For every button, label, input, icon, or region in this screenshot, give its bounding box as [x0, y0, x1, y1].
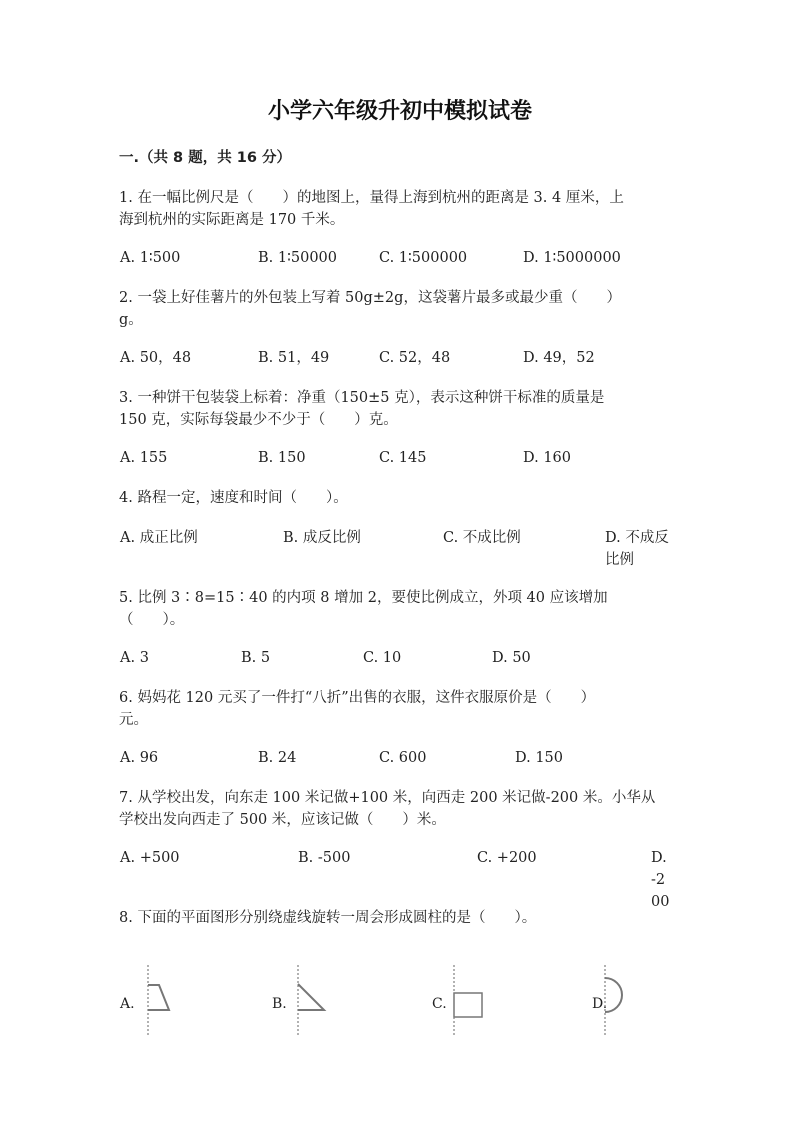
question-7-text: 学校出发向西走了 500 米，应该记做（ ）米。 — [119, 812, 446, 828]
question-2-option-b[interactable]: B. 51，49 — [258, 350, 330, 366]
question-3-option-d[interactable]: D. 160 — [523, 450, 572, 466]
section-heading: 一.（共 8 题，共 16 分） — [119, 150, 291, 166]
question-5-text: （ ）。 — [119, 612, 185, 628]
question-8-text: 8. 下面的平面图形分别绕虚线旋转一周会形成圆柱的是（ ）。 — [119, 910, 537, 926]
question-5-text: 5. 比例 3∶8=15∶40 的内项 8 增加 2，要使比例成立，外项 40 应该增加 — [119, 590, 608, 606]
figure-semicircle — [590, 965, 640, 1035]
page-title: 小学六年级升初中模拟试卷 — [267, 98, 532, 124]
question-2-option-a[interactable]: A. 50，48 — [120, 350, 192, 366]
question-6-option-d[interactable]: D. 150 — [515, 750, 564, 766]
question-4-option-c[interactable]: C. 不成比例 — [443, 530, 521, 546]
question-6-text: 6. 妈妈花 120 元买了一件打“八折”出售的衣服，这件衣服原价是（ ） — [119, 690, 596, 706]
figure-trapezoid — [140, 965, 180, 1035]
question-6-option-b[interactable]: B. 24 — [258, 750, 297, 766]
question-7-option-c[interactable]: C. +200 — [477, 850, 537, 866]
question-2-text: 2. 一袋上好佳薯片的外包装上写着 50g±2g，这袋薯片最多或最少重（ ） — [119, 290, 621, 306]
question-1-option-a[interactable]: A. 1∶500 — [120, 250, 181, 266]
question-6-option-a[interactable]: A. 96 — [120, 750, 159, 766]
question-5-option-b[interactable]: B. 5 — [241, 650, 271, 666]
figure-rectangle — [445, 965, 495, 1035]
question-2-option-c[interactable]: C. 52，48 — [379, 350, 451, 366]
question-3-text: 150 克，实际每袋最少不少于（ ）克。 — [119, 412, 398, 428]
question-7-option-b[interactable]: B. -500 — [298, 850, 351, 866]
question-7-option-a[interactable]: A. +500 — [120, 850, 180, 866]
question-6-option-c[interactable]: C. 600 — [379, 750, 427, 766]
question-8-option-b[interactable]: B. — [272, 996, 287, 1012]
question-3-text: 3. 一种饼干包装袋上标着：净重（150±5 克），表示这种饼干标准的质量是 — [119, 390, 605, 406]
question-8-option-a[interactable]: A. — [120, 996, 135, 1012]
question-7-text: 7. 从学校出发，向东走 100 米记做+100 米，向西走 200 米记做-200 米。小华从 — [119, 790, 656, 806]
question-6-text: 元。 — [119, 712, 148, 728]
question-7-option-d[interactable]: D. -200 — [651, 850, 670, 910]
question-4-option-d[interactable]: D. 不成反比例 — [605, 530, 669, 568]
question-1-option-d[interactable]: D. 1∶5000000 — [523, 250, 621, 266]
question-1-text: 1. 在一幅比例尺是（ ）的地图上，量得上海到杭州的距离是 3. 4 厘米，上 — [119, 190, 624, 206]
question-1-option-c[interactable]: C. 1∶500000 — [379, 250, 468, 266]
question-8-option-c[interactable]: C. — [432, 996, 447, 1012]
question-3-option-b[interactable]: B. 150 — [258, 450, 306, 466]
question-8-option-d[interactable]: D. — [592, 996, 608, 1012]
question-5-option-c[interactable]: C. 10 — [363, 650, 402, 666]
question-1-option-b[interactable]: B. 1∶50000 — [258, 250, 337, 266]
question-5-option-a[interactable]: A. 3 — [120, 650, 149, 666]
question-5-option-d[interactable]: D. 50 — [492, 650, 531, 666]
question-3-option-a[interactable]: A. 155 — [120, 450, 168, 466]
question-4-text: 4. 路程一定，速度和时间（ ）。 — [119, 490, 348, 506]
question-1-text: 海到杭州的实际距离是 170 千米。 — [119, 212, 345, 228]
question-4-option-b[interactable]: B. 成反比例 — [283, 530, 361, 546]
question-3-option-c[interactable]: C. 145 — [379, 450, 427, 466]
question-4-option-a[interactable]: A. 成正比例 — [120, 530, 198, 546]
question-2-option-d[interactable]: D. 49，52 — [523, 350, 595, 366]
question-2-text: g。 — [119, 312, 143, 328]
figure-triangle — [290, 965, 340, 1035]
